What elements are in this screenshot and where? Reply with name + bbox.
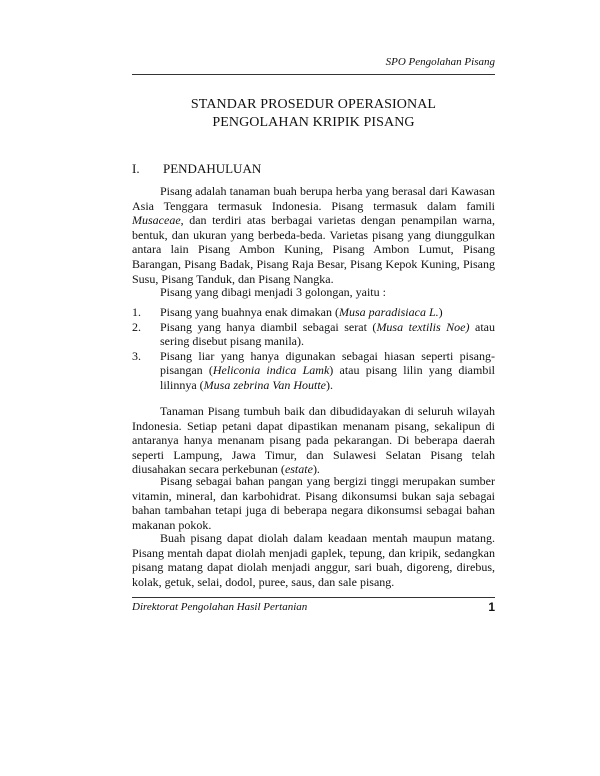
latin-name: Musa textilis Noe) [376,319,470,334]
paragraph-nutrition-text: Pisang sebagai bahan pangan yang bergizi tinggi merupakan sumber vitamin, mineral, dan karbohidrat. Pisang dikonsumsi bukan saja sebagai bahan tambahan tetapi juga di beberapa negara dikonsumsi sebagai bahan makanan pokok. [132,474,495,532]
list-item-number: 1. [132,305,141,319]
running-header: SPO Pengolahan Pisang [385,56,495,68]
paragraph-intro [132,184,495,286]
list-item [132,349,495,393]
paragraph-classification-lead-text: Pisang yang dibagi menjadi 3 golongan, yaitu : [160,285,386,299]
list-item-text: atau sering disebut pisang manila). [160,319,495,349]
list-item-text: Pisang yang buahnya enak dimakan ( [160,305,339,319]
list-item-text: ). [326,377,333,392]
footer-rule [132,597,495,598]
paragraph-processing-text: Buah pisang dapat diolah dalam keadaan mentah maupun matang. Pisang mentah dapat diolah menjadi gaplek, tepung, dan kripik, sedangkan pisang matang dapat diolah menjadi anggur, sari buah, digoreng, direbus, kolak, getuk, selai, dodol, puree, saus, dan sale pisang. [132,531,495,589]
document-title-line-1: STANDAR PROSEDUR OPERASIONAL [190,97,437,112]
footer-organization: Direktorat Pengolahan Hasil Pertanian [132,601,308,613]
list-item-text: ) [438,305,443,319]
latin-name: Heliconia indica Lamk [212,363,330,378]
list-item-text: Pisang liar yang hanya digunakan sebagai hiasan seperti pisang-pisangan ( [160,348,495,378]
latin-name: Musa paradisiaca L. [338,305,439,319]
list-item-text: Pisang yang hanya diambil sebagai serat ( [160,319,377,334]
paragraph-nutrition [132,474,495,532]
paragraph-intro-text-a: Pisang adalah tanaman buah berupa herba yang berasal dari Kawasan Asia Tenggara termasuk Indonesia. Pisang termasuk dalam famili [132,184,495,213]
classification-list [132,305,495,393]
header-rule [132,74,495,75]
page-number: 1 [488,600,495,614]
document-title-line-2: PENGOLAHAN KRIPIK PISANG [212,115,415,130]
section-title: PENDAHULUAN [163,161,262,176]
paragraph-cultivation [132,404,495,477]
list-item [132,320,495,349]
estate-term: estate [284,462,313,477]
paragraph-classification-lead [132,285,495,300]
paragraph-processing [132,531,495,589]
paragraph-cultivation-text-b: ). [312,462,320,477]
paragraph-cultivation-text-a: Tanaman Pisang tumbuh baik dan dibudidayakan di seluruh wilayah Indonesia. Setiap petani dapat dipastikan menanam pisang, sekalipun di antaranya hanya menanam pisang pada pekarangan. Di beberapa daerah seperti Lampung, Jawa Timur, dan Sulawesi Selatan Pisang telah diusahakan secara perkebunan ( [132,404,495,477]
list-item-text: ) atau pisang lilin yang diambil lilinnya ( [160,363,496,392]
paragraph-intro-text-b: , dan terdiri atas berbagai varietas dengan penampilan warna, bentuk, dan ukuran yang berbeda-beda. Varietas pisang yang diunggulkan antara lain Pisang Ambon Kuning, Pisang Ambon Lumut, Pisang Barangan, Pisang Badak, Pisang Raja Besar, Pisang Kepok Kuning, Pisang Susu, Pisang Tanduk, dan Pisang Nangka. [132,213,495,286]
list-item-number: 3. [132,348,141,363]
list-item [132,305,495,320]
latin-name: Musa zebrina Van Houtte [203,377,326,392]
list-item-number: 2. [132,319,141,334]
section-number: I. [132,161,140,176]
latin-family-name: Musaceae [132,213,181,228]
